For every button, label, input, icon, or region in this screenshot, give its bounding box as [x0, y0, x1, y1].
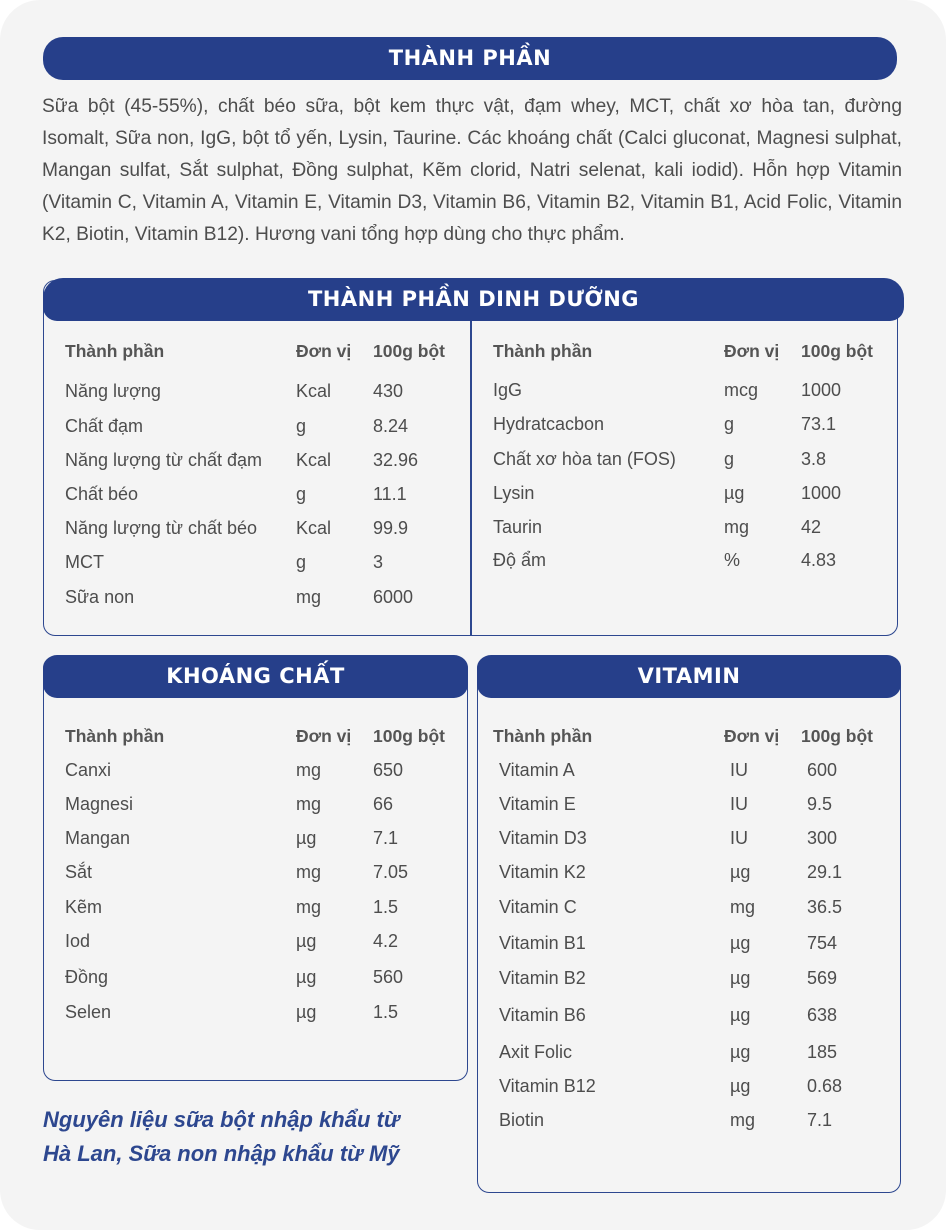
- ingredients-title: THÀNH PHẦN: [43, 37, 897, 80]
- table-cell-unit: µg: [730, 1076, 751, 1096]
- table-cell-amount: 1000: [801, 483, 842, 503]
- table-cell-unit: mg: [724, 517, 750, 537]
- table-cell-name: Vitamin E: [499, 794, 576, 814]
- table-cell-amount: 0.68: [807, 1076, 843, 1096]
- table-cell-name: Vitamin B2: [499, 968, 586, 988]
- table-cell-unit: µg: [296, 828, 317, 848]
- table-cell-amount: 66: [373, 794, 394, 814]
- origin-note: [43, 1103, 463, 1171]
- table-cell-unit: µg: [296, 931, 317, 951]
- table-cell-unit: mcg: [724, 380, 759, 400]
- table-cell-unit: mg: [296, 587, 322, 607]
- table-cell-amount: 36.5: [807, 897, 843, 917]
- table-cell-amount: 754: [807, 933, 838, 953]
- nutrition-title: THÀNH PHẦN DINH DƯỠNG: [43, 278, 904, 321]
- table-cell-unit: %: [724, 550, 741, 570]
- table-cell-name: Vitamin K2: [499, 862, 586, 882]
- table-cell-unit: g: [296, 552, 307, 572]
- table-cell-amount: 4.2: [373, 931, 399, 951]
- table-cell-name: Vitamin A: [499, 760, 575, 780]
- minerals-title: KHOÁNG CHẤT: [43, 655, 468, 698]
- ingredients-text: Sữa bột (45-55%), chất béo sữa, bột kem thực vật, đạm whey, MCT, chất xơ hòa tan, đường Isomalt, Sữa non, IgG, bột tổ yến, Lysin, Taurine. Các khoáng chất (Calci gluconat, Magnesi sulphat, Mangan sulfat, Sắt sulphat, Đồng sulphat, Kẽm clorid, Natri selenat, kali iodid). Hỗn hợp Vitamin (Vitamin C, Vitamin A, Vitamin E, Vitamin D3, Vitamin B6, Vitamin B2, Vitamin B1, Acid Folic, Vitamin K2, Biotin, Vitamin B12). Hương vani tổng hợp dùng cho thực phẩm.: [42, 96, 902, 245]
- table-cell-name: Chất xơ hòa tan (FOS): [493, 449, 676, 469]
- column-header-unit: Đơn vị: [296, 341, 352, 361]
- column-header-name: Thành phần: [493, 341, 593, 361]
- table-cell-unit: µg: [730, 1005, 751, 1025]
- table-cell-name: Năng lượng: [65, 381, 161, 401]
- table-cell-amount: 29.1: [807, 862, 843, 882]
- column-header-amount: 100g bột: [801, 726, 873, 746]
- table-cell-name: MCT: [65, 552, 104, 572]
- table-cell-name: Năng lượng từ chất béo: [65, 518, 258, 538]
- table-cell-name: Axit Folic: [499, 1042, 573, 1062]
- table-cell-name: Lysin: [493, 483, 535, 503]
- table-cell-name: Độ ẩm: [493, 550, 547, 570]
- table-cell-unit: IU: [730, 760, 748, 780]
- table-cell-unit: µg: [730, 968, 751, 988]
- table-cell-amount: 430: [373, 381, 404, 401]
- table-cell-name: Selen: [65, 1002, 112, 1022]
- origin-note-line-2: Hà Lan, Sữa non nhập khẩu từ Mỹ: [43, 1141, 400, 1166]
- table-cell-amount: 638: [807, 1005, 838, 1025]
- table-cell-amount: 1000: [801, 380, 842, 400]
- table-cell-name: Đồng: [65, 967, 109, 987]
- column-header-name: Thành phần: [65, 726, 165, 746]
- table-cell-unit: µg: [730, 1042, 751, 1062]
- column-header-name: Thành phần: [493, 726, 593, 746]
- table-cell-unit: Kcal: [296, 518, 332, 538]
- column-header-amount: 100g bột: [373, 341, 445, 361]
- table-cell-amount: 6000: [373, 587, 414, 607]
- table-cell-name: Sữa non: [65, 587, 135, 607]
- table-cell-amount: 4.83: [801, 550, 837, 570]
- column-header-name: Thành phần: [65, 341, 165, 361]
- table-cell-name: Biotin: [499, 1110, 545, 1130]
- column-header-amount: 100g bột: [801, 341, 873, 361]
- table-cell-name: Vitamin C: [499, 897, 577, 917]
- table-cell-unit: µg: [296, 1002, 317, 1022]
- nutrition-column-divider: [470, 321, 472, 635]
- table-cell-name: Chất đạm: [65, 416, 144, 436]
- column-header-unit: Đơn vị: [296, 726, 352, 746]
- table-cell-amount: 185: [807, 1042, 838, 1062]
- table-cell-unit: IU: [730, 828, 748, 848]
- table-cell-name: Mangan: [65, 828, 131, 848]
- table-cell-amount: 300: [807, 828, 838, 848]
- table-cell-name: Vitamin B12: [499, 1076, 596, 1096]
- table-cell-unit: g: [296, 416, 307, 436]
- table-cell-amount: 3.8: [801, 449, 827, 469]
- table-cell-amount: 7.1: [807, 1110, 833, 1130]
- table-cell-name: Vitamin B1: [499, 933, 586, 953]
- table-cell-amount: 560: [373, 967, 404, 987]
- table-cell-name: Iod: [65, 931, 91, 951]
- table-cell-name: Chất béo: [65, 484, 139, 504]
- table-cell-unit: g: [296, 484, 307, 504]
- table-cell-unit: µg: [296, 967, 317, 987]
- table-cell-name: Sắt: [65, 862, 93, 882]
- table-cell-unit: mg: [296, 862, 322, 882]
- table-cell-name: Canxi: [65, 760, 112, 780]
- table-cell-unit: Kcal: [296, 450, 332, 470]
- table-cell-unit: µg: [724, 483, 745, 503]
- table-cell-amount: 8.24: [373, 416, 409, 436]
- vitamins-title: VITAMIN: [477, 655, 901, 698]
- table-cell-unit: mg: [730, 1110, 756, 1130]
- table-cell-amount: 32.96: [373, 450, 419, 470]
- table-cell-amount: 73.1: [801, 414, 837, 434]
- table-cell-unit: IU: [730, 794, 748, 814]
- table-cell-unit: mg: [730, 897, 756, 917]
- table-cell-unit: g: [724, 414, 735, 434]
- column-header-unit: Đơn vị: [724, 726, 780, 746]
- table-cell-amount: 99.9: [373, 518, 409, 538]
- table-cell-unit: mg: [296, 794, 322, 814]
- table-cell-unit: g: [724, 449, 735, 469]
- table-cell-amount: 11.1: [373, 484, 407, 504]
- table-cell-unit: µg: [730, 933, 751, 953]
- table-cell-name: Vitamin B6: [499, 1005, 586, 1025]
- table-cell-name: IgG: [493, 380, 523, 400]
- table-cell-name: Vitamin D3: [499, 828, 587, 848]
- table-cell-unit: Kcal: [296, 381, 332, 401]
- table-cell-name: Năng lượng từ chất đạm: [65, 450, 262, 470]
- table-cell-name: Hydratcacbon: [493, 414, 605, 434]
- table-cell-unit: µg: [730, 862, 751, 882]
- table-cell-unit: mg: [296, 897, 322, 917]
- table-cell-amount: 7.1: [373, 828, 399, 848]
- origin-note-line-1: Nguyên liệu sữa bột nhập khẩu từ: [43, 1107, 400, 1132]
- table-cell-amount: 7.05: [373, 862, 409, 882]
- table-cell-amount: 9.5: [807, 794, 833, 814]
- table-cell-name: Taurin: [493, 517, 543, 537]
- table-cell-amount: 42: [801, 517, 822, 537]
- table-cell-name: Magnesi: [65, 794, 134, 814]
- table-cell-amount: 569: [807, 968, 838, 988]
- table-cell-amount: 650: [373, 760, 404, 780]
- column-header-amount: 100g bột: [373, 726, 445, 746]
- table-cell-amount: 1.5: [373, 897, 399, 917]
- table-cell-amount: 3: [373, 552, 384, 572]
- table-cell-amount: 1.5: [373, 1002, 399, 1022]
- table-cell-name: Kẽm: [65, 897, 103, 917]
- table-cell-amount: 600: [807, 760, 838, 780]
- column-header-unit: Đơn vị: [724, 341, 780, 361]
- table-cell-unit: mg: [296, 760, 322, 780]
